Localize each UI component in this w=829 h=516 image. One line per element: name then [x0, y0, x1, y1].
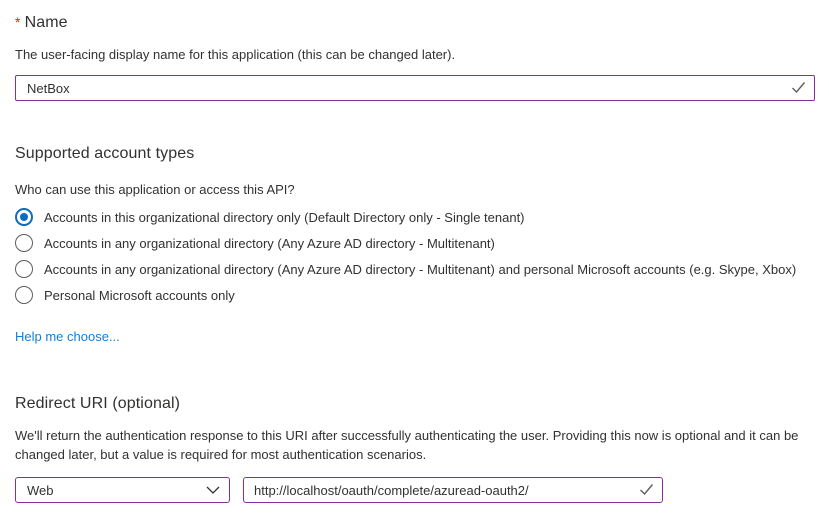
radio-option-3[interactable] [15, 282, 815, 308]
account-types-title: Supported account types [15, 145, 195, 162]
redirect-uri-input[interactable] [243, 477, 663, 503]
radio-option-label: Accounts in any organizational directory (Any Azure AD directory - Multitenant) and personal Microsoft accounts (e.g. Skype, Xbox) [44, 261, 797, 277]
name-section-title [15, 12, 815, 33]
radio-option-0[interactable] [15, 204, 815, 230]
name-description: The user-facing display name for this application (this can be changed later). [15, 47, 456, 62]
account-types-question: Who can use this application or access this API? [15, 182, 295, 197]
radio-option-1[interactable] [15, 230, 815, 256]
radio-unselected-icon[interactable] [15, 286, 33, 304]
radio-option-label: Accounts in this organizational directory only (Default Directory only - Single tenant) [44, 209, 525, 225]
platform-select[interactable] [15, 477, 230, 503]
redirect-uri-description: We'll return the authentication response to this URI after successfully authenticating the user. Providing this now is optional and it can be changed later, but a value is required for most authentication scenarios. [15, 428, 799, 462]
radio-unselected-icon[interactable] [15, 260, 33, 278]
platform-select-value: Web [27, 482, 54, 498]
redirect-uri-title: Redirect URI (optional) [15, 395, 181, 412]
redirect-uri-input-wrap [243, 477, 663, 503]
name-input[interactable] [15, 75, 815, 101]
name-title-text: Name [24, 14, 68, 31]
redirect-uri-row [15, 477, 815, 503]
radio-unselected-icon[interactable] [15, 234, 33, 252]
required-asterisk: * [15, 14, 21, 30]
chevron-down-icon [206, 486, 220, 494]
name-input-wrap [15, 75, 815, 101]
radio-selected-icon[interactable] [15, 208, 33, 226]
help-me-choose-link[interactable]: Help me choose... [15, 329, 120, 344]
account-types-radio-group [15, 204, 815, 308]
radio-option-label: Personal Microsoft accounts only [44, 287, 235, 303]
radio-option-label: Accounts in any organizational directory (Any Azure AD directory - Multitenant) [44, 235, 495, 251]
radio-option-2[interactable] [15, 256, 815, 282]
